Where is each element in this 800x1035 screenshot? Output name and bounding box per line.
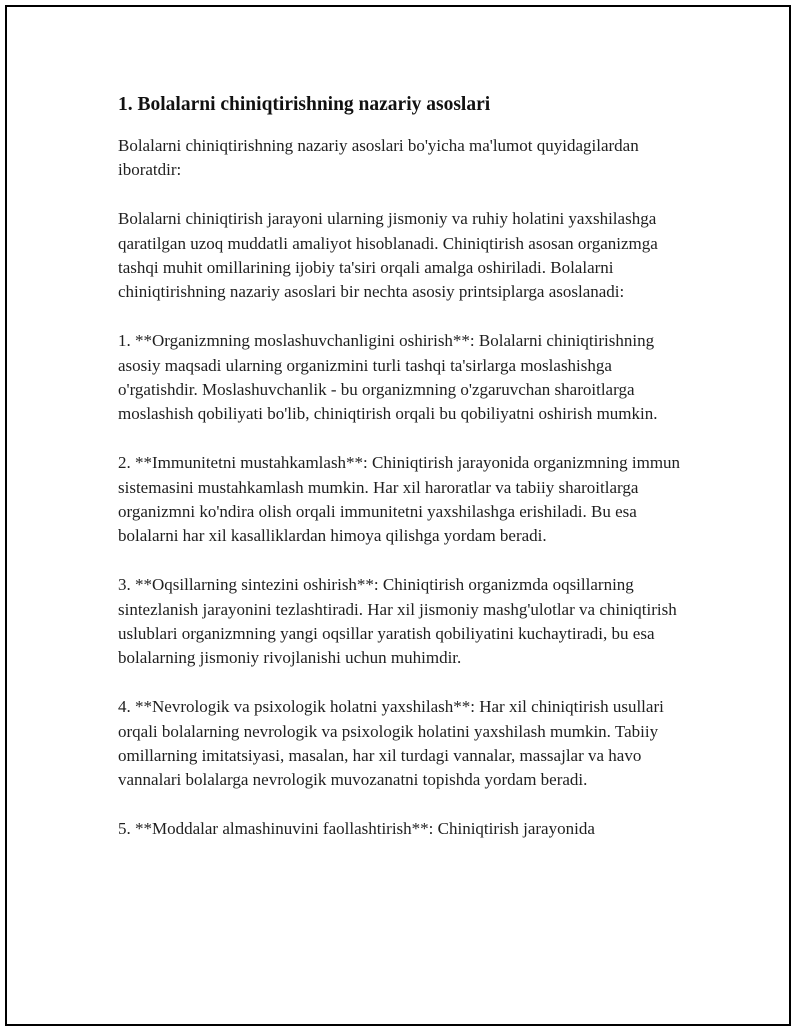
principle-3-paragraph: 3. **Oqsillarning sintezini oshirish**: Chiniqtirish organizmda oqsillarning sintezlanish jarayonini tezlashtiradi. Har xil jismoniy mashg'ulotlar va chiniqtirish uslublari organizmning yangi oqsillar yaratish qobiliyatini kuchaytiradi, bu esa bolalarning jismoniy rivojlanishi uchun muhimdir. xyxy=(118,575,677,668)
intro-paragraph: Bolalarni chiniqtirishning nazariy asoslari bo'yicha ma'lumot quyidagilardan iboratdir: xyxy=(118,136,639,180)
principle-2-paragraph: 2. **Immunitetni mustahkamlash**: Chiniqtirish jarayonida organizmning immun sistemasini mustahkamlash mumkin. Har xil haroratlar va tabiiy sharoitlarga organizmni ko'ndira olish orqali immunitetni yaxshilashga erishiladi. Bu esa bolalarni har xil kasalliklardan himoya qilishga yordam beradi. xyxy=(118,453,681,546)
overview-paragraph: Bolalarni chiniqtirish jarayoni ularning jismoniy va ruhiy holatini yaxshilashga qaratilgan uzoq muddatli amaliyot hisoblanadi. Chiniqtirish asosan organizmga tashqi muhit omillarining ijobiy ta'siri orqali amalga oshiriladi. Bolalarni chiniqtirishning nazariy asoslari bir nechta asosiy printsiplarga asoslanadi: xyxy=(118,209,658,302)
document-body xyxy=(118,92,692,866)
principle-5-paragraph: 5. **Moddalar almashinuvini faollashtirish**: Chiniqtirish jarayonida xyxy=(118,819,595,839)
principle-4-paragraph: 4. **Nevrologik va psixologik holatni yaxshilash**: Har xil chiniqtirish usullari orqali bolalarning nevrologik va psixologik holatini yaxshilash mumkin. Tabiiy omillarning imitatsiyasi, masalan, har xil turdagi vannalar, massajlar va havo vannalari bolalarga nevrologik muvozanatni topishda yordam beradi. xyxy=(118,697,664,790)
document-title: 1. Bolalarni chiniqtirishning nazariy asoslari xyxy=(118,94,491,115)
principle-1-paragraph: 1. **Organizmning moslashuvchanligini oshirish**: Bolalarni chiniqtirishning asosiy maqsadi ularning organizmini turli tashqi ta'sirlarga moslashishga o'rgatishdir. Moslashuvchanlik - bu organizmning o'zgaruvchan sharoitlarga moslashish qobiliyati bo'lib, chiniqtirish orqali bu qobiliyatni oshirish mumkin. xyxy=(118,331,658,424)
